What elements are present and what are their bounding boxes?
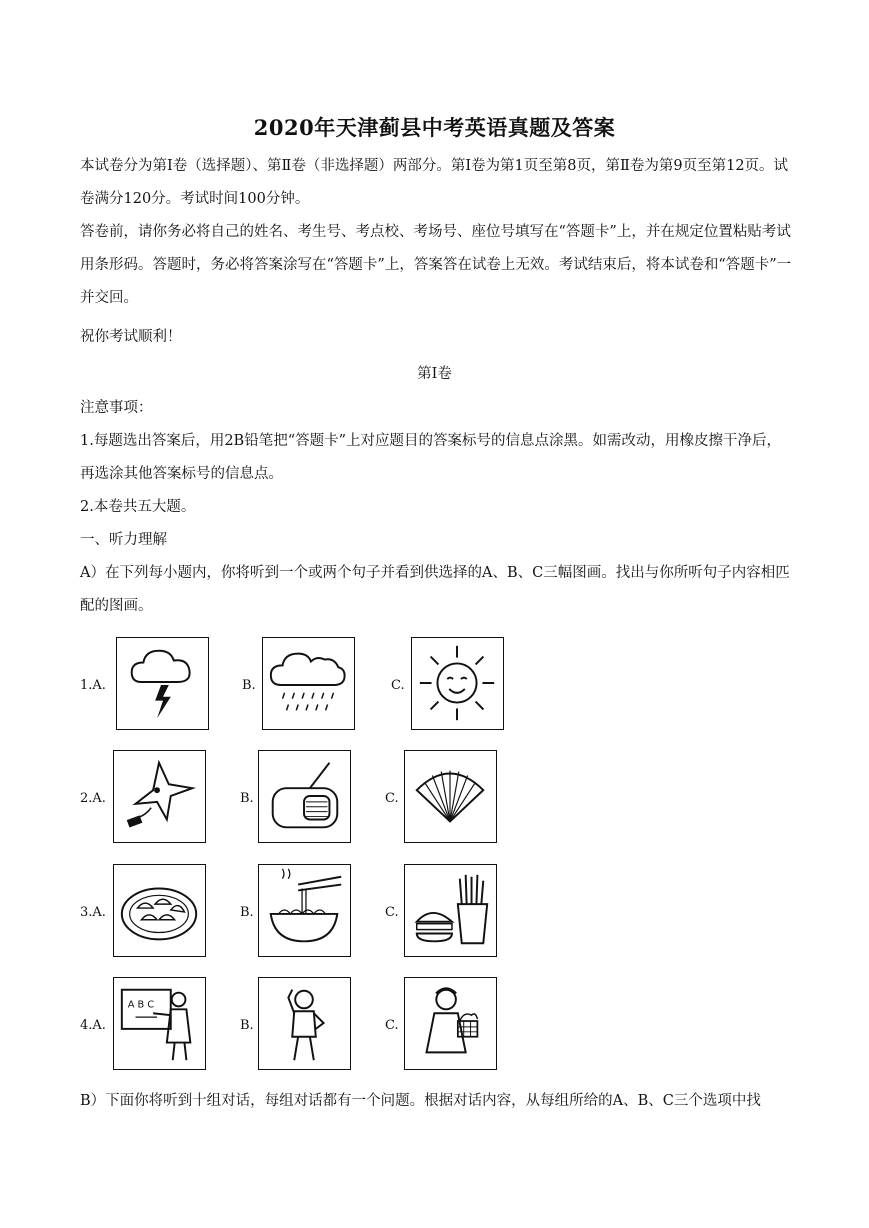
sun-icon	[411, 637, 504, 730]
volume-heading: 第Ⅰ卷	[417, 366, 452, 382]
noodles-icon	[258, 864, 351, 957]
q4-label-c: C.	[385, 1018, 399, 1033]
dumplings-icon	[113, 864, 206, 957]
note-1: 1.每题选出答案后，用2B铅笔把“答题卡”上对应题目的答案标号的信息点涂黑。如需改动，用橡皮擦干净后，再选涂其他答案标号的信息点。	[80, 433, 782, 482]
teacher-icon	[113, 977, 206, 1070]
rain-cloud-icon	[262, 637, 355, 730]
q1-label-c: C.	[391, 678, 405, 693]
part-b-instructions: B）下面你将听到十组对话，每组对话都有一个问题。根据对话内容，从每组所给的A、B、C三个选项中找	[80, 1093, 761, 1109]
intro-paragraph: 本试卷分为第Ⅰ卷（选择题）、第Ⅱ卷（非选择题）两部分。第Ⅰ卷为第1页至第8页，第Ⅱ卷为第9页至第12页。试卷满分120分。考试时间100分钟。	[80, 158, 789, 207]
kite-icon	[113, 750, 206, 843]
shopping-woman-icon	[404, 977, 497, 1070]
wish-text: 祝你考试顺利！	[80, 329, 182, 345]
fan-icon	[404, 750, 497, 843]
q4-label-a: 4.A.	[80, 1018, 106, 1033]
exercising-man-icon	[258, 977, 351, 1070]
hamburger-fries-icon	[404, 864, 497, 957]
page-title: 2020年天津蓟县中考英语真题及答案	[253, 115, 616, 140]
instructions-paragraph: 答卷前，请你务必将自己的姓名、考生号、考点校、考场号、座位号填写在“答题卡”上，并在规定位置粘贴考试用条形码。答题时，务必将答案涂写在“答题卡”上，答案答在试卷上无效。考试结束后，将本试卷和“答题卡”一并交回。	[80, 224, 792, 306]
q2-label-b: B.	[240, 791, 254, 806]
svg-text:A B C: A B C	[127, 999, 155, 1011]
section-listening: 一、听力理解	[80, 532, 167, 548]
q2-label-a: 2.A.	[80, 791, 106, 806]
thunder-cloud-icon	[116, 637, 209, 730]
radio-icon	[258, 750, 351, 843]
q1-label-a: 1.A.	[80, 678, 106, 693]
notes-title: 注意事项：	[80, 400, 153, 416]
note-2: 2.本卷共五大题。	[80, 499, 196, 515]
q1-label-b: B.	[242, 678, 256, 693]
q3-label-a: 3.A.	[80, 905, 106, 920]
part-a-instructions: A）在下列每小题内，你将听到一个或两个句子并看到供选择的A、B、C三幅图画。找出与你所听句子内容相匹配的图画。	[80, 565, 790, 614]
q3-label-c: C.	[385, 905, 399, 920]
q2-label-c: C.	[385, 791, 399, 806]
q3-label-b: B.	[240, 905, 254, 920]
q4-label-b: B.	[240, 1018, 254, 1033]
